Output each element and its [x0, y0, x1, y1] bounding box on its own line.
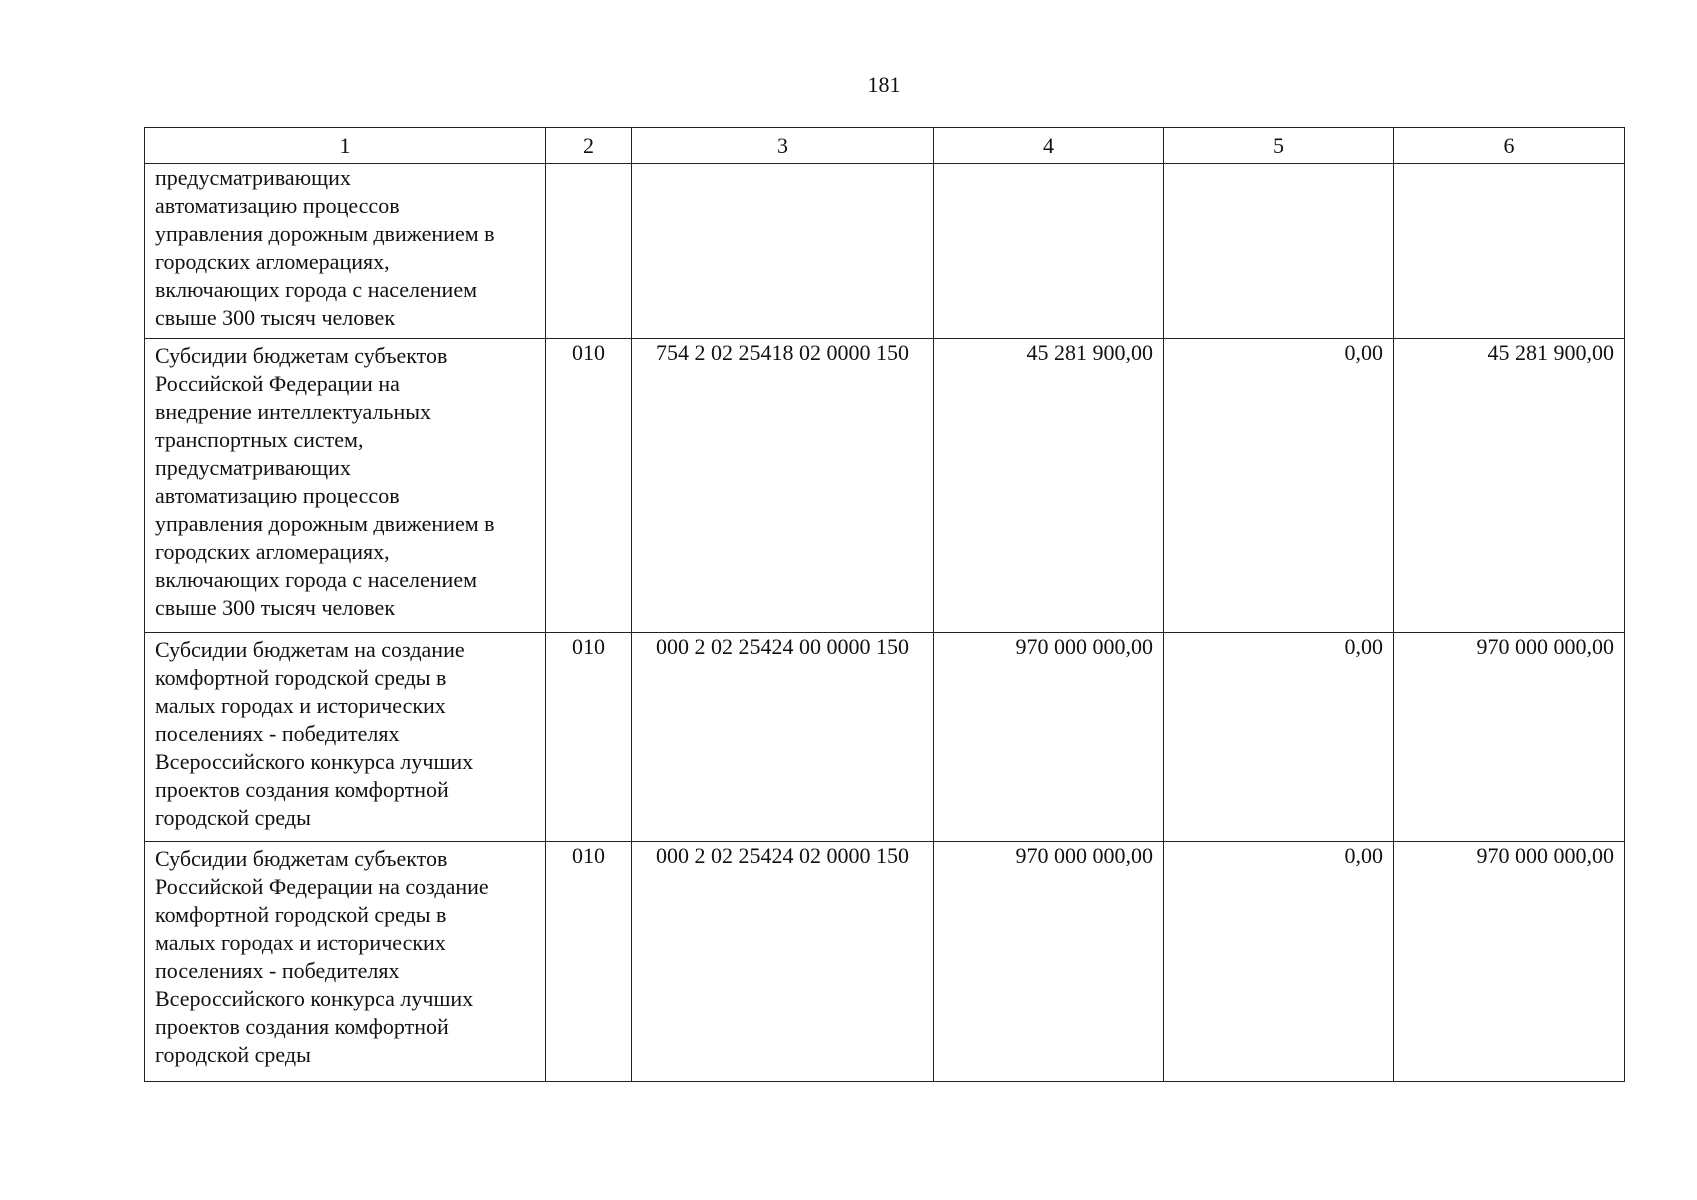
amount-col-6: 970 000 000,00	[1394, 633, 1625, 842]
kbk-code-cell: 000 2 02 25424 02 0000 150	[632, 842, 934, 1082]
header-col-6: 6	[1394, 128, 1625, 164]
row-name: Субсидии бюджетам субъектов Российской Федерации на создание комфортной городской среды в малых городах и исторических поселениях - победителях Всероссийского конкурса лучших проектов создания комфортной городской среды	[155, 846, 489, 1067]
amount-col-5: 0,00	[1164, 339, 1394, 633]
amount-col-5	[1164, 164, 1394, 339]
page-number: 181	[867, 72, 901, 97]
admin-code-cell: 010	[546, 339, 632, 633]
row-name: Субсидии бюджетам на создание комфортной городской среды в малых городах и исторических поселениях - победителях Всероссийского конкурса лучших проектов создания комфортной городской среды	[155, 637, 474, 830]
amount-col-4	[934, 164, 1164, 339]
header-row	[145, 128, 1625, 164]
table-row	[145, 842, 1625, 1082]
row-name-cell	[145, 164, 546, 339]
header-col-3: 3	[632, 128, 934, 164]
kbk-code-cell	[632, 164, 934, 339]
header-col-2: 2	[546, 128, 632, 164]
amount-col-4: 45 281 900,00	[934, 339, 1164, 633]
header-col-5: 5	[1164, 128, 1394, 164]
row-name-cell	[145, 842, 546, 1082]
amount-col-5: 0,00	[1164, 842, 1394, 1082]
header-col-4: 4	[934, 128, 1164, 164]
row-name: Субсидии бюджетам субъектов Российской Федерации на внедрение интеллектуальных транспортных систем, предусматривающих автоматизацию процессов управления дорожным движением в городских агломерациях, включающих города с населением свыше 300 тысяч человек	[155, 343, 495, 620]
budget-table	[144, 127, 1625, 1082]
admin-code-cell	[546, 164, 632, 339]
row-name-cell	[145, 339, 546, 633]
amount-col-6: 45 281 900,00	[1394, 339, 1625, 633]
amount-col-5: 0,00	[1164, 633, 1394, 842]
row-name-cell	[145, 633, 546, 842]
amount-col-4: 970 000 000,00	[934, 633, 1164, 842]
admin-code-cell: 010	[546, 633, 632, 842]
header-col-1: 1	[145, 128, 546, 164]
amount-col-6	[1394, 164, 1625, 339]
row-name: предусматривающих автоматизацию процессов управления дорожным движением в городских агломерациях, включающих города с населением свыше 300 тысяч человек	[155, 165, 495, 330]
amount-col-4: 970 000 000,00	[934, 842, 1164, 1082]
table-row	[145, 339, 1625, 633]
kbk-code-cell: 000 2 02 25424 00 0000 150	[632, 633, 934, 842]
kbk-code-cell: 754 2 02 25418 02 0000 150	[632, 339, 934, 633]
admin-code-cell: 010	[546, 842, 632, 1082]
table-row	[145, 633, 1625, 842]
table-row	[145, 164, 1625, 339]
amount-col-6: 970 000 000,00	[1394, 842, 1625, 1082]
